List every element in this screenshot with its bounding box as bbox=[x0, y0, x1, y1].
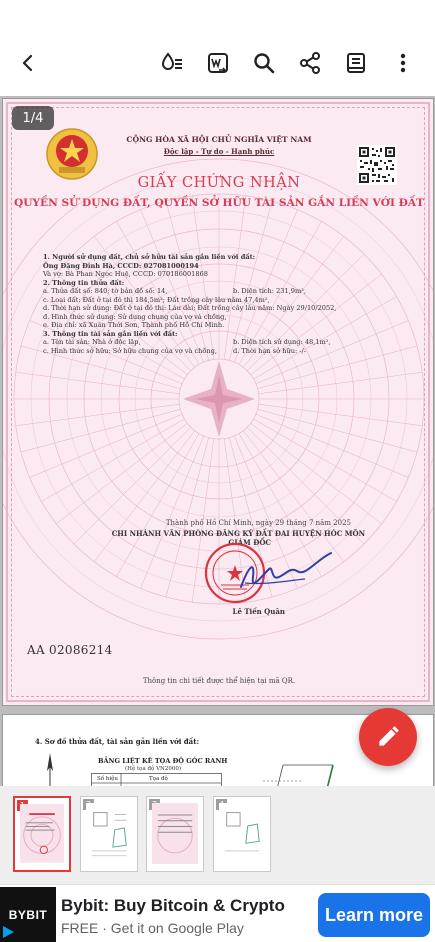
thumbnail-preview bbox=[219, 803, 265, 864]
document-page-1[interactable] bbox=[2, 98, 434, 706]
more-icon bbox=[391, 51, 415, 75]
thumbnail-preview bbox=[20, 804, 64, 863]
ad-subtitle: FREE · Get it on Google Play bbox=[61, 920, 244, 936]
certificate-subtitle: QUYỀN SỬ DỤNG ĐẤT, QUYỀN SỞ HỮU TÀI SẢN GẮN LIỀN VỚI ĐẤT bbox=[13, 197, 425, 209]
page-view-icon bbox=[344, 51, 368, 75]
parcel-line bbox=[43, 287, 383, 296]
coordinate-table-title: BẢNG LIỆT KÊ TỌA ĐỘ GÓC RANH bbox=[98, 757, 228, 765]
issuing-office: CHI NHÁNH VĂN PHÒNG ĐĂNG KÝ ĐẤT ĐAI HUYỆN HÓC MÔN bbox=[111, 529, 365, 538]
asset-name: a. Tên tài sản: Nhà ở độc lập, bbox=[43, 338, 141, 346]
ad-banner[interactable] bbox=[0, 884, 435, 942]
ownership-form: c. Hình thức sở hữu: Sở hữu chung của vợ và chồng, bbox=[43, 346, 217, 355]
land-type-line: c. Loại đất: Đất ở tại đô thị 184,5m²; Đất trồng cây lâu năm 47,4m², bbox=[43, 295, 270, 304]
edit-fab-button[interactable] bbox=[359, 708, 417, 766]
page-thumbnail-2[interactable] bbox=[80, 796, 138, 872]
more-options-button[interactable] bbox=[386, 46, 420, 80]
thumbnail-preview bbox=[86, 803, 132, 864]
page-view-button[interactable] bbox=[339, 46, 373, 80]
land-term-line: d. Thời hạn sử dụng: Đất ở tại đô thị: Lâu dài; Đất trồng cây lâu năm: Ngày 29/10/2052, bbox=[43, 304, 337, 312]
table-header-coordinates: Tọa độ bbox=[149, 776, 168, 782]
qr-footnote: Thông tin chi tiết được thể hiện tại mã QR. bbox=[142, 677, 296, 685]
share-icon bbox=[298, 51, 322, 75]
pencil-icon bbox=[375, 724, 401, 750]
address-line: e. Địa chỉ: xã Xuân Thới Sơn, Thành phố Hồ Chí Minh. bbox=[43, 321, 225, 329]
share-button[interactable] bbox=[293, 46, 327, 80]
parcel-area: b. Diện tích: 231,9m², bbox=[233, 287, 306, 295]
certificate-serial: AA 02086214 bbox=[27, 643, 113, 657]
back-button[interactable] bbox=[11, 46, 45, 80]
page2-section-title: 4. Sơ đồ thửa đất, tài sản gắn liền với đất: bbox=[35, 737, 200, 746]
page-indicator: 1/4 bbox=[12, 106, 54, 130]
learn-more-button[interactable]: Learn more bbox=[318, 893, 430, 937]
reading-mode-button[interactable] bbox=[155, 46, 189, 80]
thumbnail-strip bbox=[0, 786, 435, 884]
top-toolbar bbox=[0, 0, 435, 96]
section-land-heading: 2. Thông tin thửa đất: bbox=[43, 278, 125, 287]
page-thumbnail-1[interactable] bbox=[13, 796, 71, 872]
owner-line: Ông Đặng Đình Hà, CCCD: 027081000194 bbox=[43, 261, 199, 270]
page-thumbnail-3[interactable] bbox=[146, 796, 204, 872]
search-button[interactable] bbox=[247, 46, 281, 80]
certificate-body bbox=[43, 253, 383, 355]
coordinate-table-subtitle: (Hệ tọa độ VN2000) bbox=[125, 766, 182, 772]
signer-role: GIÁM ĐỐC bbox=[228, 538, 271, 547]
signing-date: Thành phố Hồ Chí Minh, ngày 29 tháng 7 năm 2025 bbox=[165, 519, 351, 527]
certificate-title: GIẤY CHỨNG NHẬN bbox=[137, 175, 301, 191]
spouse-line: Và vợ: Bà Phan Ngọc Huệ, CCCD: 070186001868 bbox=[43, 270, 208, 278]
section-owner-heading: 1. Người sử dụng đất, chủ sở hữu tài sản gắn liền với đất: bbox=[43, 253, 256, 261]
page-thumbnail-4[interactable] bbox=[213, 796, 271, 872]
thumbnail-preview bbox=[152, 803, 198, 864]
document-viewer[interactable] bbox=[0, 96, 435, 786]
back-icon bbox=[18, 53, 38, 73]
republic-heading: CỘNG HÒA XÃ HỘI CHỦ NGHĨA VIỆT NAM bbox=[126, 135, 312, 144]
word-convert-icon bbox=[206, 51, 230, 75]
section-asset-heading: 3. Thông tin tài sản gắn liền với đất: bbox=[43, 329, 178, 338]
parcel-number: a. Thửa đất số: 840; tờ bản đồ số: 14, bbox=[43, 287, 168, 295]
handwritten-signature bbox=[235, 547, 335, 599]
google-play-icon bbox=[1, 925, 15, 939]
asset-line bbox=[43, 338, 383, 347]
search-icon bbox=[252, 51, 276, 75]
motto: Độc lập - Tự do - Hạnh phúc bbox=[163, 147, 275, 156]
reading-mode-icon bbox=[160, 51, 184, 75]
logo-text: BYBIT bbox=[8, 908, 48, 922]
north-arrow-icon bbox=[43, 751, 57, 786]
signer-name: Lê Tiến Quân bbox=[232, 607, 285, 616]
ownership-line bbox=[43, 347, 383, 356]
asset-area: b. Diện tích sử dụng: 48,1m², bbox=[233, 338, 331, 346]
table-header-id: Số hiệu bbox=[97, 776, 118, 782]
ownership-term: d. Thời hạn sở hữu: -/- bbox=[233, 346, 306, 355]
ad-title: Bybit: Buy Bitcoin & Crypto bbox=[61, 896, 285, 915]
usage-form-line: đ. Hình thức sử dụng: Sử dụng chung của vợ và chồng, bbox=[43, 312, 227, 321]
word-convert-button[interactable] bbox=[201, 46, 235, 80]
